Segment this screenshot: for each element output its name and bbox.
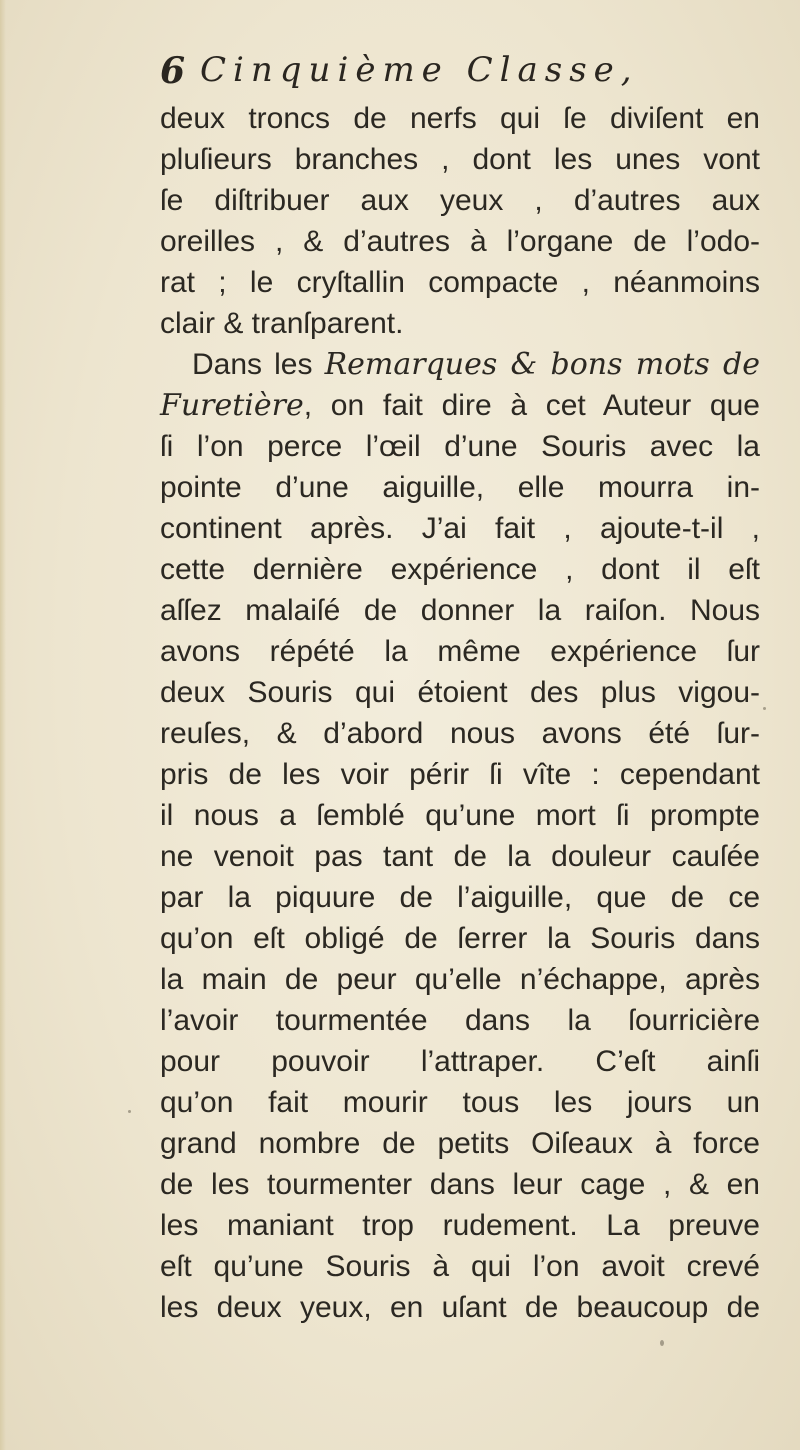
page-number: 6 [160, 50, 186, 92]
text-line: deux troncs de nerfs qui ſe diviſent en [160, 102, 760, 135]
text-line: pluſieurs branches , dont les unes vont [160, 143, 760, 176]
text-line: ſe diſtribuer aux yeux , d’autres aux [160, 184, 760, 217]
text-line: l’avoir tourmentée dans la ſourricière [160, 1004, 760, 1037]
text-line: de les tourmenter dans leur cage , & en [160, 1168, 760, 1201]
text-line: avons répété la même expérience ſur [160, 635, 760, 668]
text-line: qu’on eſt obligé de ſerrer la Souris dans [160, 922, 760, 955]
italic-title-fragment: Remarques & bons mots de [324, 347, 760, 382]
text-line: ſi l’on perce l’œil d’une Souris avec la [160, 430, 760, 463]
text-line-with-italic [160, 344, 760, 385]
running-title: Cinquième Classe, [200, 50, 639, 90]
text-line: deux Souris qui étoient des plus vigou- [160, 676, 760, 709]
text-line: reuſes, & d’abord nous avons été ſur- [160, 717, 760, 750]
text-line: rat ; le cryſtallin compacte , néanmoins [160, 266, 760, 299]
text-line: par la piquure de l’aiguille, que de ce [160, 881, 760, 914]
text-line: eſt qu’une Souris à qui l’on avoit crevé [160, 1250, 760, 1283]
text-line: la main de peur qu’elle n’échappe, après [160, 963, 760, 996]
text-line: qu’on fait mourir tous les jours un [160, 1086, 760, 1119]
page-edge-shadow [0, 0, 6, 1450]
ink-speck [660, 1340, 664, 1346]
text-line: continent après. J’ai fait , ajoute-t-il , [160, 512, 760, 545]
text-line: aſſez malaiſé de donner la raiſon. Nous [160, 594, 760, 627]
text-line: les deux yeux, en uſant de beaucoup de [160, 1291, 760, 1324]
text-line: oreilles , & d’autres à l’organe de l’odo- [160, 225, 760, 258]
text-line: pointe d’une aiguille, elle mourra in- [160, 471, 760, 504]
body-text [160, 98, 760, 1328]
page-header [160, 50, 760, 98]
text-line: les maniant trop rudement. La preuve [160, 1209, 760, 1242]
text-fragment: , on fait dire à cet Auteur que [303, 389, 760, 422]
text-line: pour pouvoir l’attraper. C’eſt ainſi [160, 1045, 760, 1078]
italic-author-name: Furetière [160, 388, 304, 423]
text-line: ne venoit pas tant de la douleur cauſée [160, 840, 760, 873]
text-line: cette dernière expérience , dont il eſt [160, 553, 760, 586]
text-line: pris de les voir périr ſi vîte : cependant [160, 758, 760, 791]
text-fragment: Dans les [192, 348, 325, 381]
text-line: grand nombre de petits Oiſeaux à force [160, 1127, 760, 1160]
ink-speck [128, 1110, 131, 1113]
text-line: clair & tranſparent. [160, 307, 404, 340]
ink-speck [763, 707, 766, 710]
text-line: il nous a ſemblé qu’une mort ſi prompte [160, 799, 760, 832]
text-line-with-italic [160, 385, 760, 426]
